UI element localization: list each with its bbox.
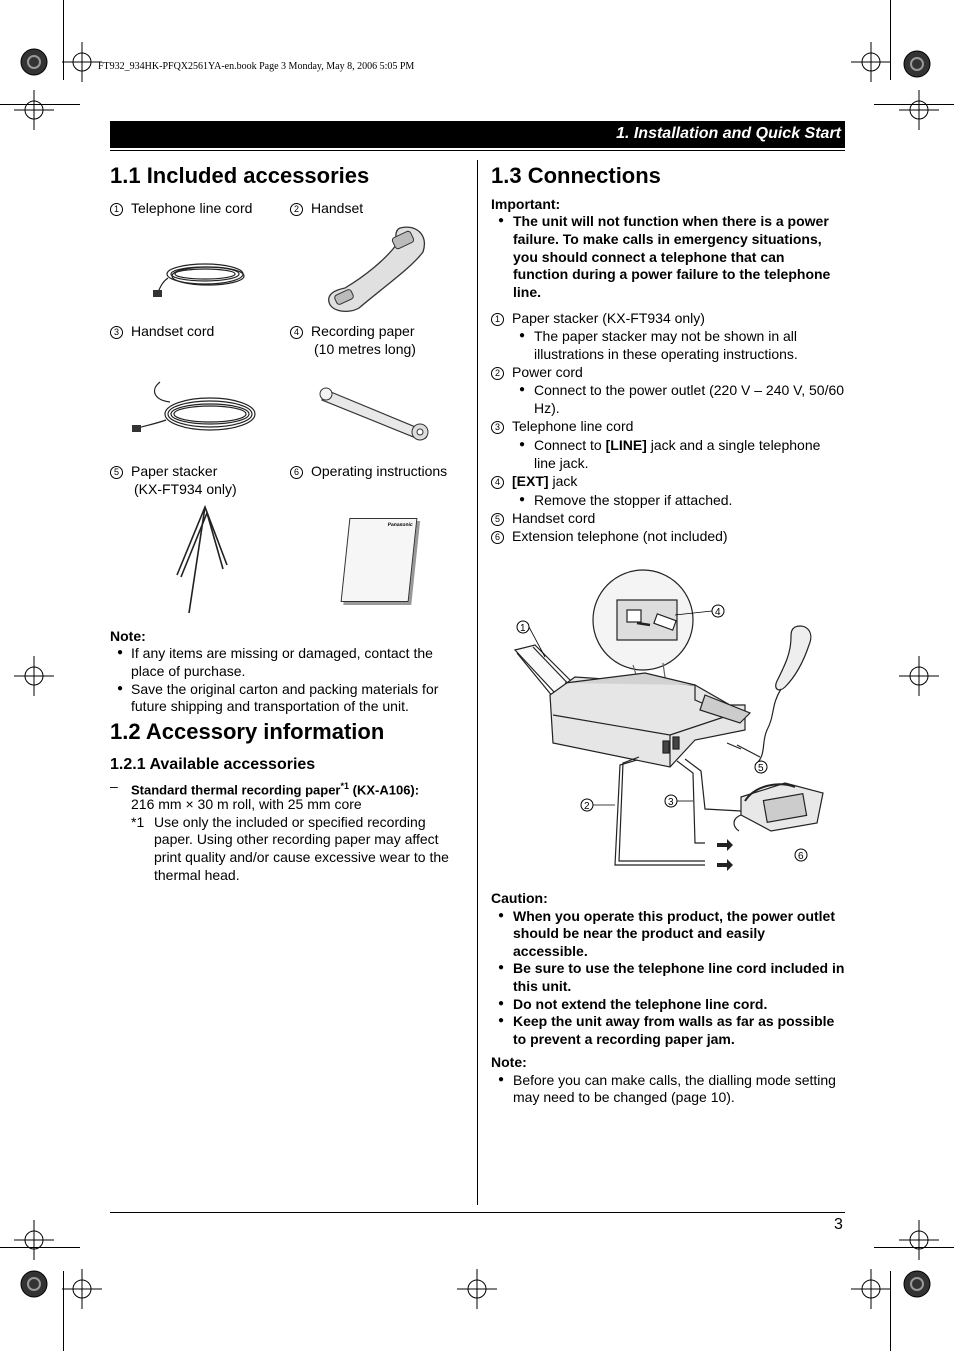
- footnote-line1: Use only the included or specified recording: [154, 814, 426, 830]
- handset-illustration: [325, 224, 435, 314]
- handset-cord-illustration: [130, 380, 260, 440]
- callout-1: [517, 621, 529, 634]
- bullet: ●: [498, 1074, 505, 1085]
- callout-3: [665, 795, 677, 808]
- caution-1-line2: should be near the product and easily: [513, 925, 766, 941]
- reg-target: [851, 1269, 891, 1309]
- svg-text:4: 4: [715, 607, 721, 618]
- connection-1: 1 Paper stacker (KX-FT934 only): [491, 309, 705, 327]
- connection-6: 6 Extension telephone (not included): [491, 527, 728, 545]
- svg-text:1: 1: [520, 623, 526, 634]
- reg-target: [62, 1269, 102, 1309]
- accessory-2-label: 2 Handset: [290, 199, 363, 217]
- connection-3-note-line2: line jack.: [534, 455, 589, 471]
- header-rule: [110, 150, 845, 151]
- power-cord: [615, 760, 705, 865]
- connection-3-note-line1: Connect to [LINE] jack and a single telephone: [534, 437, 821, 453]
- note-2-line1: Save the original carton and packing materials for: [131, 681, 439, 697]
- connection-2: 2 Power cord: [491, 363, 583, 381]
- footnote-mark: *1: [131, 814, 145, 830]
- caution-title: Caution:: [491, 890, 548, 906]
- reg-target: [62, 42, 102, 82]
- callout-5: [755, 761, 767, 774]
- accessory-4-label-line2: (10 metres long): [314, 341, 416, 357]
- note-2-line2: future shipping and transportation of the unit.: [131, 698, 409, 714]
- important-line5: line.: [513, 284, 542, 300]
- fax-unit: [550, 677, 745, 767]
- color-wheel-mark: [904, 1271, 930, 1297]
- bullet: ●: [117, 683, 124, 694]
- bullet: ●: [519, 384, 526, 395]
- section-1-2-title: 1.2 Accessory information: [110, 719, 385, 744]
- bullet: ●: [498, 998, 505, 1009]
- bullet: ●: [117, 647, 124, 658]
- connection-5: 5 Handset cord: [491, 509, 595, 527]
- connection-1-note-line2: illustrations in these operating instructions.: [534, 346, 798, 362]
- note-1-line2: place of purchase.: [131, 663, 246, 679]
- footnote-line3: print quality and/or cause excessive wear to the: [154, 849, 449, 865]
- section-1-1-title: 1.1 Included accessories: [110, 163, 370, 188]
- connection-4-note: Remove the stopper if attached.: [534, 492, 733, 508]
- important-line3: you should connect a telephone that can: [513, 249, 785, 265]
- color-wheel-mark: [21, 1271, 47, 1297]
- bullet: ●: [519, 330, 526, 341]
- accessory-5-label-line2: (KX-FT934 only): [134, 481, 237, 497]
- accessory-6-label: 6 Operating instructions: [290, 462, 447, 480]
- accessory-spec: 216 mm × 30 m roll, with 25 mm core: [131, 796, 362, 812]
- accessory-1-label: 1 Telephone line cord: [110, 199, 252, 217]
- reg-target: [14, 656, 54, 696]
- manual-brand: Panasonic: [387, 522, 413, 528]
- accessory-3-label: 3 Handset cord: [110, 322, 214, 340]
- paper-stacker-illustration: [175, 505, 235, 615]
- caution-2-line2: this unit.: [513, 978, 572, 994]
- svg-text:3: 3: [668, 797, 674, 808]
- reg-target: [14, 1220, 54, 1260]
- important-title: Important:: [491, 196, 561, 212]
- recording-paper-roll-illustration: [318, 380, 438, 440]
- caution-4-line2: to prevent a recording paper jam.: [513, 1031, 735, 1047]
- callout-4: [712, 605, 724, 618]
- connection-3: 3 Telephone line cord: [491, 417, 633, 435]
- caution-3-line1: Do not extend the telephone line cord.: [513, 996, 768, 1012]
- accessory-4-label: 4 Recording paper: [290, 322, 415, 340]
- callout-2: [581, 799, 593, 812]
- note-right-line1: Before you can make calls, the dialling mode setting: [513, 1072, 836, 1088]
- section-1-3-title: 1.3 Connections: [491, 163, 661, 188]
- bullet: ●: [498, 910, 505, 921]
- connection-2-note-line1: Connect to the power outlet (220 V – 240 V, 50/60: [534, 382, 845, 398]
- caution-1-line1: When you operate this product, the power outlet: [513, 908, 836, 924]
- footnote-line4: thermal head.: [154, 867, 240, 883]
- footnote-line2: paper. Using other recording paper may affect: [154, 831, 439, 847]
- color-wheel-mark: [904, 51, 930, 77]
- svg-text:6: 6: [798, 851, 804, 862]
- svg-text:5: 5: [758, 763, 764, 774]
- accessory-5-label: 5 Paper stacker: [110, 462, 217, 480]
- handset: [776, 626, 811, 690]
- reg-target: [14, 90, 54, 130]
- caution-2-line1: Be sure to use the telephone line cord included in: [513, 960, 845, 976]
- color-wheel-mark: [21, 49, 47, 75]
- operating-instructions-illustration: [341, 518, 418, 602]
- book-file-line: FT932_934HK-PFQX2561YA-en.book Page 3 Monday, May 8, 2006 5:05 PM: [98, 61, 415, 72]
- note-title-right: Note:: [491, 1054, 527, 1070]
- reg-target: [457, 1269, 497, 1309]
- note-right-line2: may need to be changed (page 10).: [513, 1089, 735, 1105]
- chapter-title: 1. Installation and Quick Start: [616, 125, 841, 142]
- bullet: ●: [498, 1015, 505, 1026]
- reg-target: [899, 656, 939, 696]
- caution-4-line1: Keep the unit away from walls as far as possible: [513, 1013, 835, 1029]
- important-line1: The unit will not function when there is a power: [513, 213, 829, 229]
- reg-target: [851, 42, 891, 82]
- column-divider: [477, 160, 478, 1205]
- page-number: 3: [834, 1216, 843, 1233]
- bullet: ●: [498, 962, 505, 973]
- reg-target: [899, 90, 939, 130]
- footer-rule: [110, 1212, 845, 1213]
- callout-6: [795, 849, 807, 862]
- chapter-header: [110, 121, 845, 148]
- telephone-line-cord-illustration: [150, 252, 260, 302]
- bullet: ●: [519, 439, 526, 450]
- connection-1-note-line1: The paper stacker may not be shown in all: [534, 328, 798, 344]
- connection-diagram: [505, 565, 845, 875]
- section-1-2-1-title: 1.2.1 Available accessories: [110, 756, 316, 773]
- bullet: ●: [519, 494, 526, 505]
- note-title: Note:: [110, 628, 146, 644]
- accessory-name-line: Standard thermal recording paper$^{*1}$ (KX-A106):: [131, 781, 420, 798]
- note-1-line1: If any items are missing or damaged, contact the: [131, 645, 433, 661]
- important-line4: function during a power failure to the telephone: [513, 266, 831, 282]
- caution-1-line3: accessible.: [513, 943, 588, 959]
- connection-2-note-line2: Hz).: [534, 400, 560, 416]
- svg-text:2: 2: [584, 801, 590, 812]
- bullet: ●: [498, 215, 505, 226]
- connection-4: 4 [EXT] jack: [491, 472, 577, 490]
- important-line2: failure. To make calls in emergency situations,: [513, 231, 822, 247]
- reg-target: [899, 1220, 939, 1260]
- accessory-dash: –: [110, 778, 118, 794]
